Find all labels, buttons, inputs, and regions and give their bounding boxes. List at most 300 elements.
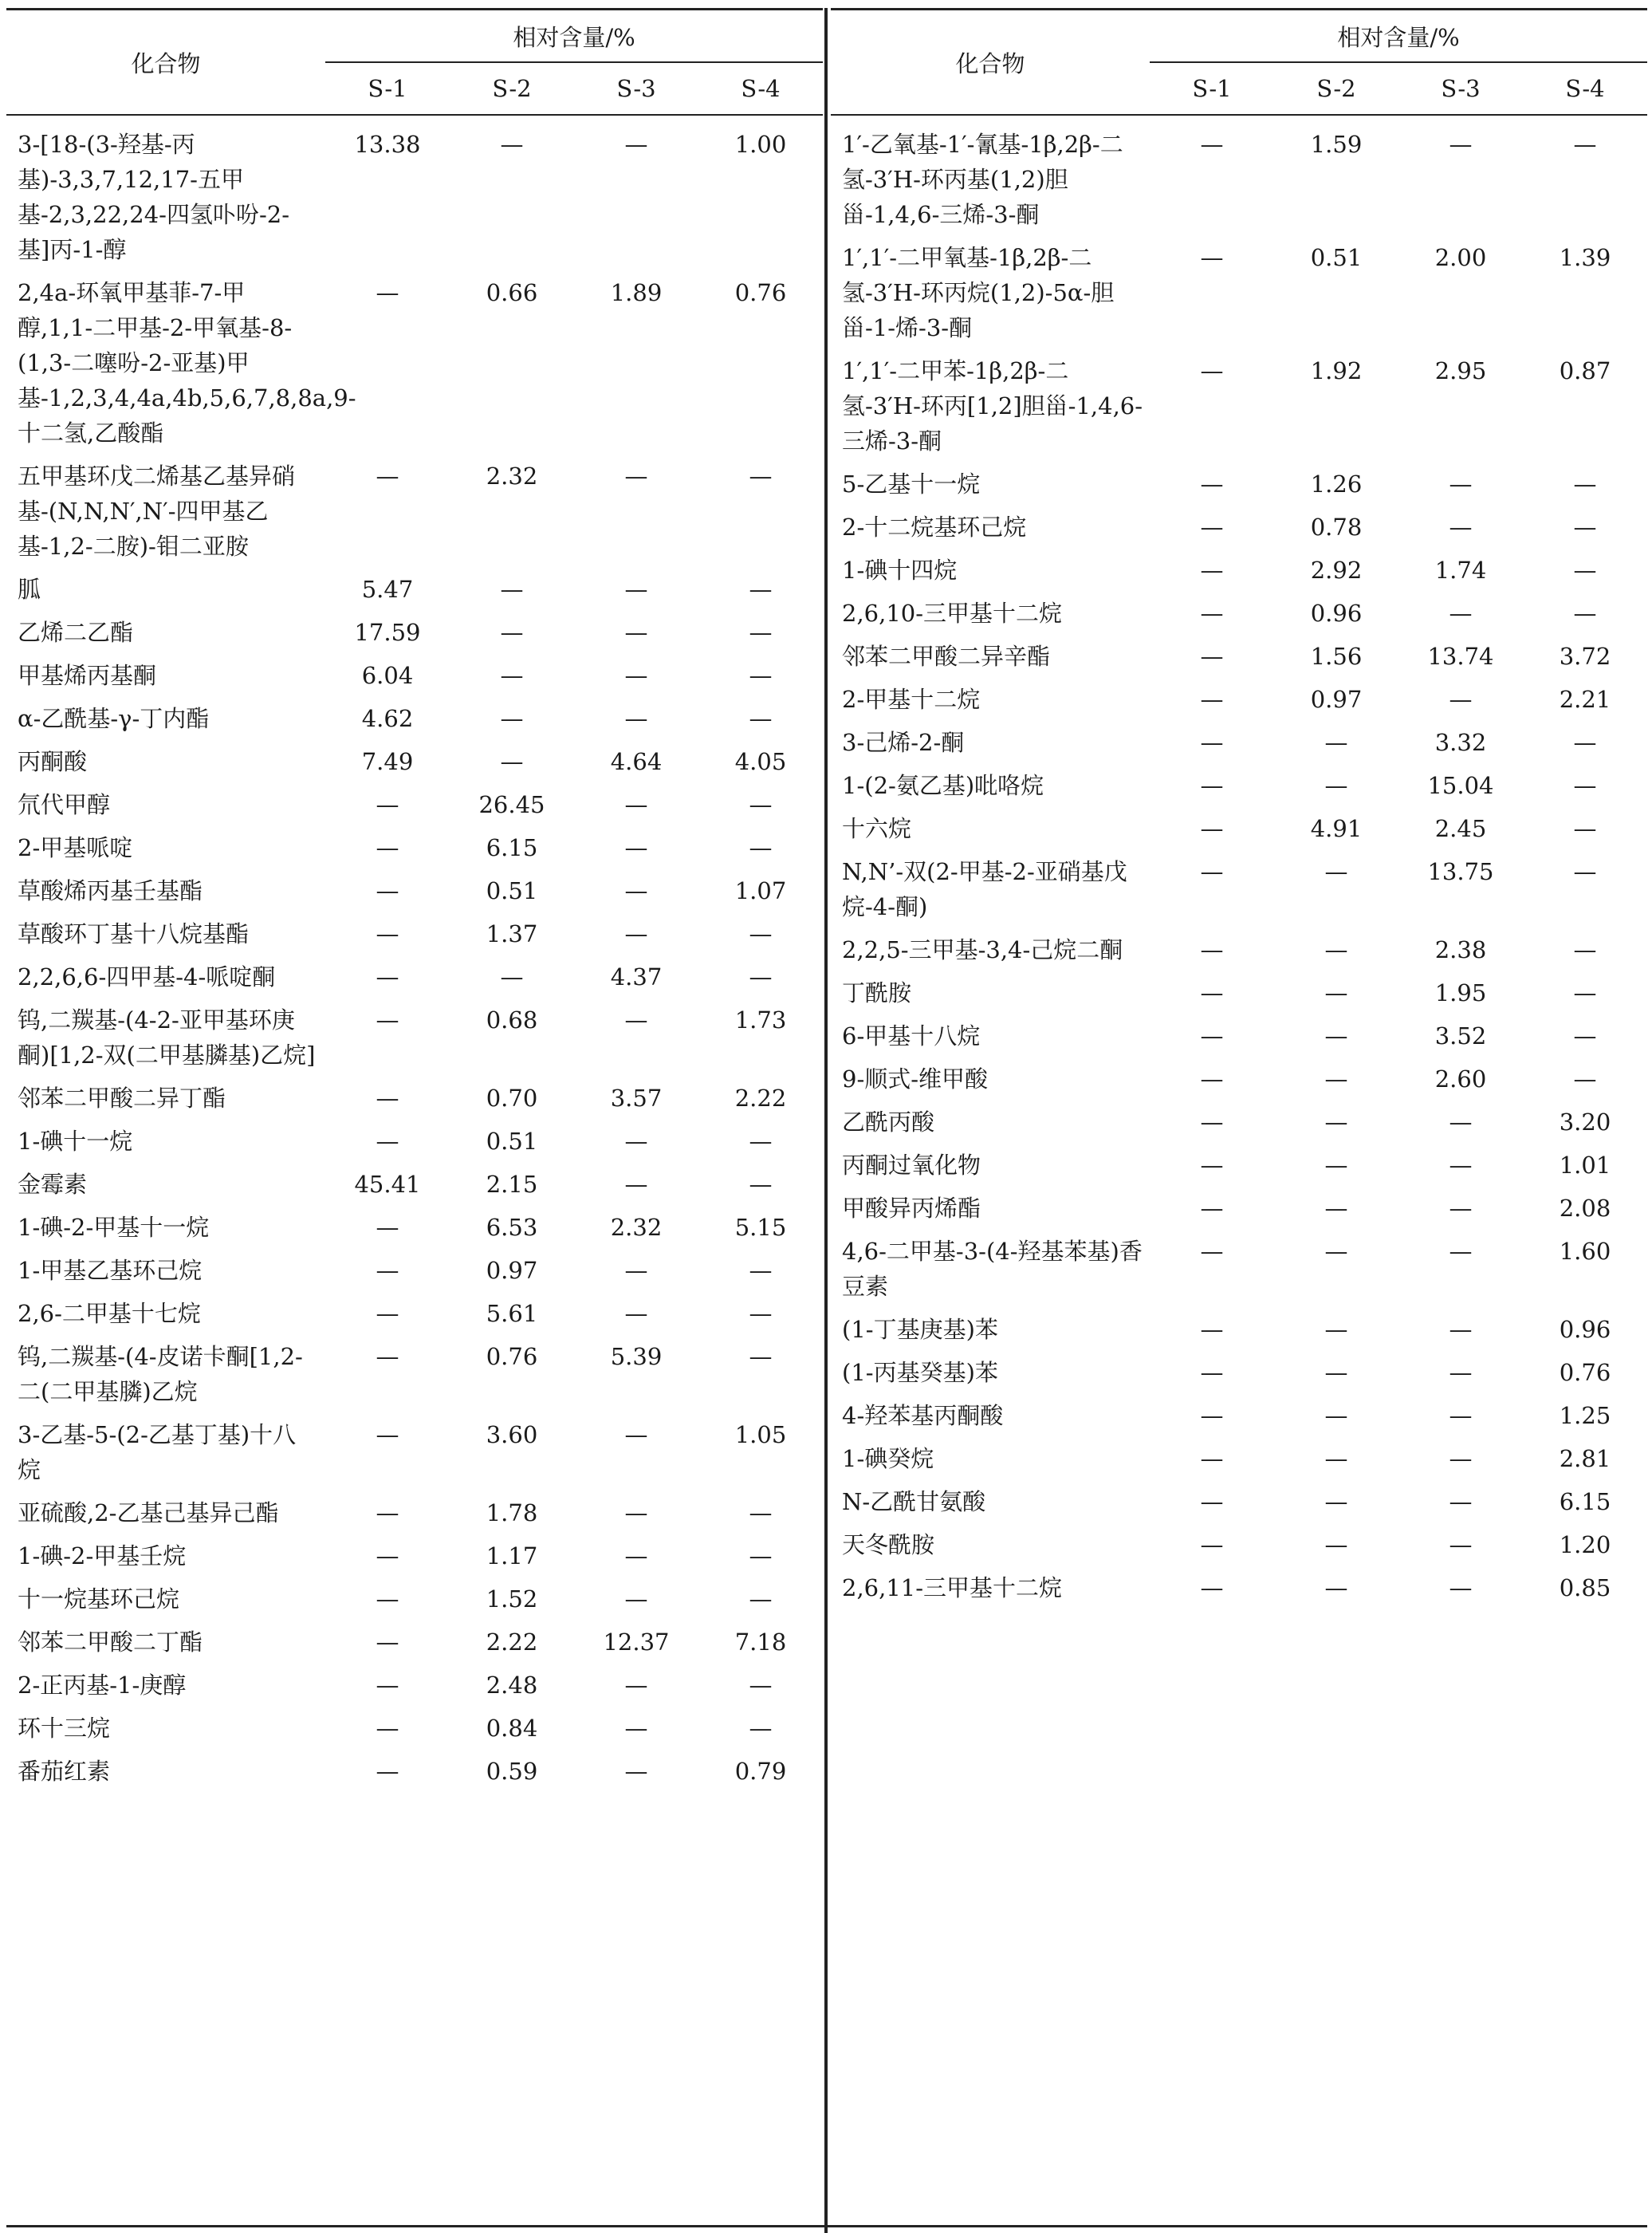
relative-content-value: — [624,619,648,646]
compound-name: 十六烷 [842,815,912,842]
relative-content-value: 1.01 [1559,1152,1611,1179]
relative-content-value: — [376,877,399,904]
sample-header: S-4 [698,62,823,115]
left-table [6,8,823,1797]
relative-content-value: — [376,1343,399,1370]
relative-content-value: — [624,705,648,732]
relative-content-value: 0.66 [486,279,538,306]
relative-content-value: 4.91 [1310,815,1363,842]
compound-name: 9-顺式-维甲酸 [842,1065,989,1093]
relative-content-value: — [1324,936,1348,963]
relative-content-value: 3.52 [1434,1022,1487,1050]
relative-content-value: — [1200,1238,1224,1265]
relative-content-value: 0.96 [1559,1316,1611,1343]
compound-name: 4,6-二甲基-3-(4-羟基苯基)香豆素 [842,1238,1143,1300]
relative-content-value: 0.68 [486,1006,538,1034]
relative-content-value: — [1200,936,1224,963]
compound-name: 1-碘十四烷 [842,557,958,584]
table-row [831,510,1647,553]
table-row [6,459,823,572]
relative-content-value: 2.60 [1434,1065,1487,1093]
relative-content-value: 1.52 [486,1585,538,1613]
relative-content-value: — [1324,772,1348,799]
relative-content-value: — [1200,858,1224,885]
relative-content-value: — [624,920,648,947]
table-row [6,787,823,830]
relative-content-value: 1.37 [486,920,538,947]
relative-content-value: 1.25 [1559,1402,1611,1429]
relative-content-value: 0.97 [1310,686,1363,713]
table-row [831,1570,1647,1613]
relative-content-value: 1.74 [1434,557,1487,584]
relative-content-value: — [500,619,524,646]
table-row [6,1296,823,1339]
sample-header: S-2 [450,62,574,115]
relative-content-value: — [1200,1488,1224,1515]
relative-content-value: — [376,1214,399,1241]
relative-content-value: 3.57 [610,1085,663,1112]
relative-content-header: 相对含量/% [513,23,635,51]
table-row [6,275,823,459]
relative-content-value: — [1573,471,1597,498]
relative-content-value: 2.15 [486,1171,538,1198]
compound-name: 草酸烯丙基壬基酯 [18,877,203,904]
relative-content-value: — [376,1542,399,1569]
relative-content-value: — [749,1715,773,1742]
compound-name: (1-丁基庚基)苯 [842,1316,998,1343]
relative-content-value: — [1449,1359,1473,1386]
relative-content-value: — [1200,979,1224,1006]
table-row [6,1495,823,1538]
relative-content-value: 13.75 [1427,858,1494,885]
compound-name: 甲基烯丙基酮 [18,662,157,689]
table-row [831,1355,1647,1398]
table-row [831,1191,1647,1234]
relative-content-value: — [1324,1065,1348,1093]
relative-content-value: — [624,877,648,904]
relative-content-value: 4.64 [610,748,663,775]
relative-content-value: — [1200,815,1224,842]
compound-name: 2,2,5-三甲基-3,4-己烷二酮 [842,936,1123,963]
relative-content-value: — [500,662,524,689]
table-row [6,1210,823,1253]
relative-content-value: — [1324,1359,1348,1386]
relative-content-value: 1.73 [734,1006,787,1034]
relative-content-value: 5.15 [734,1214,787,1241]
table-row [6,1581,823,1625]
table-row [831,115,1647,240]
relative-content-value: — [1200,1359,1224,1386]
relative-content-value: — [500,576,524,603]
compound-name: (1-丙基癸基)苯 [842,1359,998,1386]
relative-content-value: — [749,1128,773,1155]
relative-content-value: 3.20 [1559,1109,1611,1136]
relative-content-value: 7.18 [734,1628,787,1656]
relative-content-value: — [1324,1195,1348,1222]
relative-content-value: 1.59 [1310,131,1363,158]
compound-name: 钨,二羰基-(4-皮诺卡酮[1,2-二(二甲基膦)乙烷 [18,1343,303,1405]
compound-name: 五甲基环戊二烯基乙基异硝基-(N,N,N′,N′-四甲基乙基-1,2-二胺)-钼二亚胺 [18,463,296,560]
table-row [6,744,823,787]
relative-content-value: — [1200,557,1224,584]
relative-content-value: 1.95 [1434,979,1487,1006]
relative-content-value: — [1200,131,1224,158]
relative-content-value: — [624,1715,648,1742]
compound-name: 3-己烯-2-酮 [842,729,965,756]
relative-content-value: 0.79 [734,1758,787,1785]
relative-content-value: — [1449,1574,1473,1601]
compound-name: 钨,二羰基-(4-2-亚甲基环庚酮)[1,2-双(二甲基膦基)乙烷] [18,1006,316,1069]
relative-content-value: 13.38 [354,131,421,158]
relative-content-value: — [624,1421,648,1448]
relative-content-value: — [749,619,773,646]
relative-content-value: — [1573,131,1597,158]
compound-name: 3-[18-(3-羟基-丙基)-3,3,7,12,17-五甲基-2,3,22,24-四氢卟吩-2-基]丙-1-醇 [18,131,290,263]
relative-content-value: 26.45 [478,791,545,818]
relative-content-value: — [624,1171,648,1198]
relative-content-value: — [1449,1488,1473,1515]
relative-content-value: — [624,1758,648,1785]
table-row [6,959,823,1002]
relative-content-value: — [1200,1109,1224,1136]
table-row [831,353,1647,467]
relative-content-value: — [1324,1109,1348,1136]
relative-content-value: 3.32 [1434,729,1487,756]
right-table [831,8,1647,1613]
table-row [6,1711,823,1754]
relative-content-value: — [1573,858,1597,885]
compound-name: 6-甲基十八烷 [842,1022,981,1050]
relative-content-value: 45.41 [354,1171,421,1198]
relative-content-value: 2.32 [486,463,538,490]
relative-content-value: — [1324,1531,1348,1558]
relative-content-value: — [376,1128,399,1155]
relative-content-value: — [376,1006,399,1034]
left-table-body [6,115,823,1797]
relative-content-value: — [1200,686,1224,713]
relative-content-value: — [1200,357,1224,384]
relative-content-value: 4.37 [610,963,663,990]
relative-content-value: 4.62 [361,705,414,732]
compound-name: 2,6-二甲基十七烷 [18,1300,201,1327]
relative-content-value: — [376,1672,399,1699]
table-row [831,932,1647,975]
relative-content-value: — [624,463,648,490]
relative-content-value: 0.84 [486,1715,538,1742]
table-row [831,1018,1647,1061]
compound-header: 化合物 [831,10,1150,116]
relative-content-value: — [749,1542,773,1569]
relative-content-value: 15.04 [1427,772,1494,799]
relative-content-value: — [749,463,773,490]
table-bottom-rule [6,2225,1647,2227]
relative-content-value: — [624,1499,648,1526]
relative-content-value: — [1449,131,1473,158]
relative-content-value: 0.70 [486,1085,538,1112]
relative-content-value: — [500,131,524,158]
compound-name: 氘代甲醇 [18,791,111,818]
table-row [6,1253,823,1296]
compound-name: 金霉素 [18,1171,88,1198]
relative-content-value: — [1324,1488,1348,1515]
table-row [831,240,1647,353]
sample-header: S-3 [1398,62,1523,115]
table-row [831,811,1647,854]
relative-content-value: — [1324,1152,1348,1179]
compound-name: 1-甲基乙基环己烷 [18,1257,203,1284]
compound-name: 草酸环丁基十八烷基酯 [18,920,250,947]
table-row [831,1061,1647,1105]
relative-content-value: 1.78 [486,1499,538,1526]
relative-content-value: 6.15 [1559,1488,1611,1515]
relative-content-value: — [1573,600,1597,627]
relative-content-value: — [624,834,648,861]
relative-content-value: — [749,1300,773,1327]
table-row [831,1234,1647,1312]
relative-content-value: — [1324,858,1348,885]
relative-content-value: — [1200,1574,1224,1601]
relative-content-value: 0.76 [1559,1359,1611,1386]
compound-name: 5-乙基十一烷 [842,471,981,498]
compound-name: α-乙酰基-γ-丁内酯 [18,705,210,732]
relative-content-value: — [1449,1195,1473,1222]
relative-content-value: — [376,791,399,818]
right-table-body [831,115,1647,1613]
sample-header: S-1 [1150,62,1274,115]
relative-content-value: — [1324,729,1348,756]
relative-content-value: — [1200,244,1224,271]
table-row [6,830,823,873]
compound-name: 1-碘-2-甲基十一烷 [18,1214,210,1241]
compound-name: 2,6,11-三甲基十二烷 [842,1574,1063,1601]
right-table-half [831,8,1647,1613]
table-row [831,1148,1647,1191]
relative-content-value: — [376,1628,399,1656]
table-row [6,658,823,701]
table-row [831,854,1647,932]
compound-name: 1′,1′-二甲苯-1β,2β-二氢-3′H-环丙[1,2]胆甾-1,4,6-三烯-3-酮 [842,357,1143,455]
relative-content-value: 1.89 [610,279,663,306]
compound-name: 丙酮酸 [18,748,88,775]
compound-name: 胍 [18,576,41,603]
compound-name: 邻苯二甲酸二丁酯 [18,1628,203,1656]
table-row [831,975,1647,1018]
relative-content-value: — [1449,1316,1473,1343]
relative-content-value: — [749,1585,773,1613]
relative-content-value: — [1200,514,1224,541]
relative-content-value: 17.59 [354,619,421,646]
relative-content-value: — [1200,1316,1224,1343]
compound-name: 2-甲基十二烷 [842,686,981,713]
relative-content-value: — [1449,1445,1473,1472]
relative-content-value: — [1573,1022,1597,1050]
compound-name: 十一烷基环己烷 [18,1585,180,1613]
relative-content-value: — [1573,514,1597,541]
relative-content-value: 13.74 [1427,643,1494,670]
compound-name: 乙酰丙酸 [842,1109,935,1136]
relative-content-value: — [1449,1152,1473,1179]
table-row [831,1398,1647,1441]
sample-header: S-2 [1274,62,1398,115]
relative-content-value: — [624,131,648,158]
relative-content-value: — [1324,1238,1348,1265]
relative-content-value: 2.92 [1310,557,1363,584]
relative-content-value: — [376,1421,399,1448]
table-row [6,1339,823,1417]
relative-content-value: 2.00 [1434,244,1487,271]
relative-content-value: — [1573,979,1597,1006]
table-row [6,1668,823,1711]
relative-content-value: — [1573,815,1597,842]
relative-content-value: — [1200,1531,1224,1558]
relative-content-value: — [624,1542,648,1569]
sample-header: S-4 [1523,62,1647,115]
compound-name: 丙酮过氧化物 [842,1152,981,1179]
relative-content-value: 5.39 [610,1343,663,1370]
relative-content-value: — [1449,686,1473,713]
relative-content-value: — [624,1006,648,1034]
table-row [6,1081,823,1124]
relative-content-value: — [624,1672,648,1699]
table-row [831,725,1647,768]
table-row [831,1527,1647,1570]
compound-name: 亚硫酸,2-乙基己基异己酯 [18,1499,279,1526]
table-row [831,1105,1647,1148]
relative-content-value: — [376,1300,399,1327]
table-row [6,1124,823,1167]
relative-content-value: 1.00 [734,131,787,158]
table-row [831,553,1647,596]
relative-content-value: — [376,1758,399,1785]
table-row [6,701,823,744]
table-row [831,639,1647,682]
compound-name: N-乙酰甘氨酸 [842,1488,986,1515]
table-row [831,682,1647,725]
relative-content-value: — [1449,600,1473,627]
compound-name: 2,6,10-三甲基十二烷 [842,600,1063,627]
relative-content-value: — [1324,1402,1348,1429]
compound-name: 1′,1′-二甲氧基-1β,2β-二氢-3′H-环丙烷(1,2)-5α-胆甾-1-烯-3-酮 [842,244,1115,341]
relative-content-value: — [1449,1238,1473,1265]
relative-content-value: — [749,834,773,861]
relative-content-value: — [1324,1445,1348,1472]
relative-content-value: 1.07 [734,877,787,904]
relative-content-value: — [1200,1022,1224,1050]
relative-content-value: — [376,1085,399,1112]
relative-content-value: — [1324,979,1348,1006]
compound-name: 1′-乙氧基-1′-氰基-1β,2β-二氢-3′H-环丙基(1,2)胆甾-1,4,6-三烯-3-酮 [842,131,1123,228]
relative-content-value: — [624,1128,648,1155]
relative-content-value: 0.96 [1310,600,1363,627]
table-row [831,768,1647,811]
relative-content-value: — [1200,1065,1224,1093]
relative-content-value: 2.95 [1434,357,1487,384]
relative-content-value: 6.53 [486,1214,538,1241]
relative-content-value: — [749,920,773,947]
relative-content-value: — [749,662,773,689]
relative-content-value: — [749,1499,773,1526]
relative-content-value: 0.78 [1310,514,1363,541]
relative-content-value: 1.56 [1310,643,1363,670]
compound-name: N,N’-双(2-甲基-2-亚硝基戊烷-4-酮) [842,858,1127,920]
compound-name: 1-(2-氨乙基)吡咯烷 [842,772,1044,799]
compound-name: 天冬酰胺 [842,1531,935,1558]
compound-name: 4-羟苯基丙酮酸 [842,1402,1004,1429]
sample-header: S-3 [574,62,698,115]
table-row [6,873,823,916]
relative-content-value: — [624,791,648,818]
table-row [6,916,823,959]
left-table-half [6,8,823,1797]
relative-content-value: — [376,1257,399,1284]
relative-content-value: 1.60 [1559,1238,1611,1265]
table-row [831,1484,1647,1527]
relative-content-value: — [376,920,399,947]
table-row [6,1417,823,1495]
compound-name: 2-正丙基-1-庚醇 [18,1672,187,1699]
relative-content-value: — [1200,643,1224,670]
relative-content-value: 1.17 [486,1542,538,1569]
compound-name: 3-乙基-5-(2-乙基丁基)十八烷 [18,1421,297,1483]
relative-content-value: 0.51 [486,1128,538,1155]
relative-content-value: — [376,1585,399,1613]
relative-content-value: 0.76 [486,1343,538,1370]
relative-content-value: 2.48 [486,1672,538,1699]
relative-content-value: 0.59 [486,1758,538,1785]
relative-content-value: 5.61 [486,1300,538,1327]
relative-content-value: 2.81 [1559,1445,1611,1472]
compound-header: 化合物 [6,10,325,116]
relative-content-value: — [749,963,773,990]
compound-name: 番茄红素 [18,1758,111,1785]
relative-content-value: — [376,963,399,990]
relative-content-value: 2.38 [1434,936,1487,963]
relative-content-value: 2.08 [1559,1195,1611,1222]
relative-content-value: 1.05 [734,1421,787,1448]
table-row [6,1754,823,1797]
relative-content-value: 0.97 [486,1257,538,1284]
relative-content-value: — [624,1257,648,1284]
relative-content-value: — [749,1343,773,1370]
relative-content-value: — [1449,471,1473,498]
relative-content-value: — [749,1171,773,1198]
relative-content-value: 0.51 [1310,244,1363,271]
relative-content-value: — [1573,729,1597,756]
relative-content-value: — [1449,1531,1473,1558]
relative-content-value: 2.45 [1434,815,1487,842]
relative-content-value: — [1449,1402,1473,1429]
relative-content-value: 6.04 [361,662,414,689]
compound-name: 2,4a-环氧甲基菲-7-甲醇,1,1-二甲基-2-甲氧基-8-(1,3-二噻吩-2-亚基)甲基-1,2,3,4,4a,4b,5,6,7,8,8a,9-十二氢,乙酸酯 [18,279,356,447]
relative-content-value: — [749,1257,773,1284]
table-row [831,1441,1647,1484]
compound-name: 环十三烷 [18,1715,111,1742]
relative-content-value: — [1573,1065,1597,1093]
table-row [6,572,823,615]
relative-content-value: — [1573,772,1597,799]
relative-content-value: — [376,1715,399,1742]
table-row [6,115,823,275]
compound-name: 2-十二烷基环己烷 [842,514,1027,541]
relative-content-value: — [1324,1574,1348,1601]
relative-content-value: — [1200,1152,1224,1179]
relative-content-value: — [500,748,524,775]
relative-content-value: — [1200,1445,1224,1472]
relative-content-value: 1.92 [1310,357,1363,384]
compound-name: 1-碘癸烷 [842,1445,934,1472]
compound-name: 2,2,6,6-四甲基-4-哌啶酮 [18,963,276,990]
relative-content-value: — [1449,514,1473,541]
